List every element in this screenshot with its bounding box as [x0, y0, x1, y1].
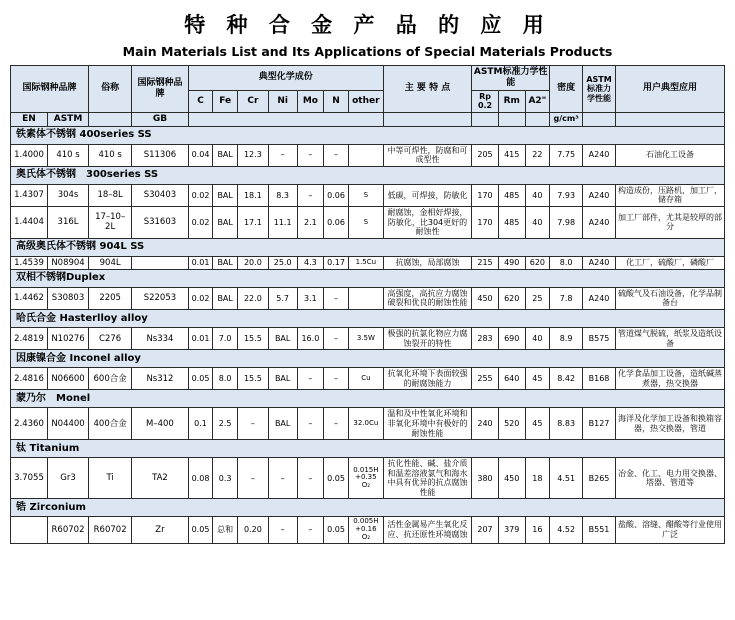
- cell-rp: 170: [472, 184, 499, 206]
- cell-mo: 3.1: [297, 287, 324, 309]
- table-row: [11, 287, 725, 309]
- cell-ni: 11.1: [268, 206, 297, 238]
- table-group-row: [11, 440, 725, 458]
- page-subtitle: Main Materials List and Its Applications of Special Materials Products: [122, 44, 613, 59]
- table-header-row-3: [11, 112, 725, 126]
- cell-mo: –: [297, 144, 324, 166]
- cell-n: 0.17: [324, 256, 349, 269]
- header-n: N: [324, 90, 349, 112]
- table-row: [11, 184, 725, 206]
- cell-n: –: [324, 368, 349, 390]
- cell-cr: 22.0: [237, 287, 268, 309]
- cell-astm-mech: B127: [583, 408, 616, 440]
- cell-other: [348, 287, 383, 309]
- cell-a2: 40: [525, 206, 550, 238]
- cell-ni: –: [268, 458, 297, 499]
- cell-fe: 2.5: [213, 408, 238, 440]
- cell-density: 7.93: [550, 184, 583, 206]
- cell-fe: BAL: [213, 287, 238, 309]
- cell-astm: N06600: [47, 368, 88, 390]
- cell-su: Ti: [89, 458, 132, 499]
- header-rp: Rp 0.2: [472, 90, 499, 112]
- cell-astm-mech: A240: [583, 206, 616, 238]
- cell-n: –: [324, 327, 349, 349]
- cell-other: 0.005H +0.16 O₂: [348, 517, 383, 543]
- cell-cr: –: [237, 458, 268, 499]
- cell-feature: 温和及中性氧化环境和非氧化环境中有极好的耐蚀性能: [383, 408, 471, 440]
- cell-a2: 16: [525, 517, 550, 543]
- header-other: other: [348, 90, 383, 112]
- table-body: [11, 126, 725, 543]
- cell-application: 管道煤气脱硫，纸浆及造纸设备: [615, 327, 724, 349]
- cell-astm: 304s: [47, 184, 88, 206]
- group-label: 哈氏合金 Hasterlloy alloy: [11, 309, 725, 327]
- table-row: [11, 408, 725, 440]
- cell-n: 0.06: [324, 206, 349, 238]
- table-group-row: [11, 166, 725, 184]
- cell-other: 32.0Cu: [348, 408, 383, 440]
- header-mech-blank: [583, 112, 616, 126]
- cell-feature: 抗氧化环境下表面较强的耐腐蚀能力: [383, 368, 471, 390]
- table-group-row: [11, 390, 725, 408]
- cell-su: R60702: [89, 517, 132, 543]
- cell-astm-mech: A240: [583, 144, 616, 166]
- header-rm: Rm: [498, 90, 525, 112]
- cell-a2: 40: [525, 184, 550, 206]
- cell-cr: 15.5: [237, 368, 268, 390]
- cell-n: 0.05: [324, 458, 349, 499]
- table-header-row-1: [11, 66, 725, 91]
- table-row: [11, 368, 725, 390]
- cell-astm-mech: B168: [583, 368, 616, 390]
- cell-other: S: [348, 184, 383, 206]
- cell-rm: 690: [498, 327, 525, 349]
- cell-ni: –: [268, 144, 297, 166]
- cell-density: 4.52: [550, 517, 583, 543]
- page-title: 特 种 合 金 产 品 的 应 用: [184, 13, 551, 37]
- cell-feature: 抗化性能、碱、盐介质和温差溶液氯气和海水中具有优异的抗点腐蚀性能: [383, 458, 471, 499]
- cell-rp: 215: [472, 256, 499, 269]
- group-label: 双相不锈钢Duplex: [11, 269, 725, 287]
- cell-en: [11, 517, 48, 543]
- cell-gb: S11306: [132, 144, 188, 166]
- header-c: C: [188, 90, 213, 112]
- cell-astm: N04400: [47, 408, 88, 440]
- cell-rm: 415: [498, 144, 525, 166]
- cell-fe: BAL: [213, 184, 238, 206]
- cell-a2: 45: [525, 368, 550, 390]
- cell-fe: BAL: [213, 256, 238, 269]
- cell-su: 904L: [89, 256, 132, 269]
- cell-mo: –: [297, 184, 324, 206]
- cell-su: 2205: [89, 287, 132, 309]
- cell-mo: –: [297, 368, 324, 390]
- cell-astm: 316L: [47, 206, 88, 238]
- cell-n: 0.06: [324, 184, 349, 206]
- cell-feature: 中等可焊性，防腐和可成型性: [383, 144, 471, 166]
- cell-mo: –: [297, 408, 324, 440]
- table-row: [11, 458, 725, 499]
- cell-astm: S30803: [47, 287, 88, 309]
- cell-density: 8.9: [550, 327, 583, 349]
- cell-n: –: [324, 408, 349, 440]
- header-a2: A2": [525, 90, 550, 112]
- materials-table: [10, 65, 725, 544]
- cell-n: 0.05: [324, 517, 349, 543]
- table-group-row: [11, 499, 725, 517]
- cell-gb: M–400: [132, 408, 188, 440]
- cell-application: 硫酸气及石油设备，化学品制备台: [615, 287, 724, 309]
- cell-density: 8.0: [550, 256, 583, 269]
- cell-mo: 4.3: [297, 256, 324, 269]
- cell-application: 冶金、化工、电力用交换器、塔器、管道等: [615, 458, 724, 499]
- cell-c: 0.05: [188, 368, 213, 390]
- cell-density: 7.75: [550, 144, 583, 166]
- header-mo: Mo: [297, 90, 324, 112]
- table-row: [11, 144, 725, 166]
- cell-other: 0.015H +0.35 O₂: [348, 458, 383, 499]
- cell-mo: –: [297, 517, 324, 543]
- table-row: [11, 517, 725, 543]
- group-label: 蒙乃尔 Monel: [11, 390, 725, 408]
- table-row: [11, 256, 725, 269]
- cell-astm: N10276: [47, 327, 88, 349]
- cell-application: 海洋及化学加工设备和换箱容器，热交换器，管道: [615, 408, 724, 440]
- cell-fe: BAL: [213, 206, 238, 238]
- header-cr: Cr: [237, 90, 268, 112]
- cell-astm: 410 s: [47, 144, 88, 166]
- cell-feature: 抗腐蚀，局部腐蚀: [383, 256, 471, 269]
- cell-feature: 高强度，高抗应力腐蚀破裂和优良的耐蚀性能: [383, 287, 471, 309]
- cell-gb: [132, 256, 188, 269]
- cell-density: 8.83: [550, 408, 583, 440]
- header-feature-blank: [383, 112, 471, 126]
- cell-rp: 380: [472, 458, 499, 499]
- cell-su: 400合金: [89, 408, 132, 440]
- header-application: 用户典型应用: [615, 66, 724, 113]
- table-row: [11, 327, 725, 349]
- cell-mo: 16.0: [297, 327, 324, 349]
- cell-a2: 18: [525, 458, 550, 499]
- cell-rm: 379: [498, 517, 525, 543]
- cell-gb: Ns312: [132, 368, 188, 390]
- cell-density: 8.42: [550, 368, 583, 390]
- cell-other: [348, 144, 383, 166]
- table-group-row: [11, 309, 725, 327]
- header-feature: 主 要 特 点: [383, 66, 471, 113]
- cell-astm-mech: B265: [583, 458, 616, 499]
- cell-cr: 15.5: [237, 327, 268, 349]
- header-su: 俗称: [89, 66, 132, 113]
- cell-fe: 7.0: [213, 327, 238, 349]
- cell-gb: TA2: [132, 458, 188, 499]
- cell-cr: –: [237, 408, 268, 440]
- cell-feature: 耐腐蚀，金相好焊接，防敏化，比304更好的耐蚀性: [383, 206, 471, 238]
- cell-cr: 12.3: [237, 144, 268, 166]
- cell-astm-mech: A240: [583, 184, 616, 206]
- cell-rm: 640: [498, 368, 525, 390]
- cell-en: 1.4307: [11, 184, 48, 206]
- cell-astm-mech: B551: [583, 517, 616, 543]
- cell-su: 17–10–2L: [89, 206, 132, 238]
- cell-cr: 20.0: [237, 256, 268, 269]
- cell-fe: BAL: [213, 144, 238, 166]
- cell-rm: 490: [498, 256, 525, 269]
- cell-su: 410 s: [89, 144, 132, 166]
- cell-rp: 240: [472, 408, 499, 440]
- header-chem-blank: [188, 112, 383, 126]
- header-chem: 典型化学成份: [188, 66, 383, 91]
- cell-rm: 485: [498, 206, 525, 238]
- cell-gb: Zr: [132, 517, 188, 543]
- group-label: 因康镍合金 Inconel alloy: [11, 350, 725, 368]
- cell-en: 1.4462: [11, 287, 48, 309]
- cell-rm: 485: [498, 184, 525, 206]
- cell-astm-mech: B575: [583, 327, 616, 349]
- table-group-row: [11, 126, 725, 144]
- cell-gb: Ns334: [132, 327, 188, 349]
- cell-astm-mech: A240: [583, 256, 616, 269]
- table-group-row: [11, 238, 725, 256]
- group-label: 钛 Titanium: [11, 440, 725, 458]
- table-group-row: [11, 269, 725, 287]
- group-label: 铁素体不锈钢 400series SS: [11, 126, 725, 144]
- cell-su: C276: [89, 327, 132, 349]
- cell-ni: BAL: [268, 327, 297, 349]
- cell-en: 2.4819: [11, 327, 48, 349]
- group-label: 奥氏体不锈钢 300series SS: [11, 166, 725, 184]
- cell-feature: 极强的抗氯化物应力腐蚀裂开的特性: [383, 327, 471, 349]
- header-intl-brand: 国际钢种品牌: [11, 66, 89, 113]
- cell-ni: 5.7: [268, 287, 297, 309]
- header-en: EN: [11, 112, 48, 126]
- cell-en: 1.4404: [11, 206, 48, 238]
- cell-cr: 17.1: [237, 206, 268, 238]
- cell-application: 加工厂部件，尤其是较厚的部分: [615, 206, 724, 238]
- cell-n: –: [324, 287, 349, 309]
- cell-rm: 620: [498, 287, 525, 309]
- cell-astm: Gr3: [47, 458, 88, 499]
- cell-cr: 18.1: [237, 184, 268, 206]
- cell-a2: 40: [525, 327, 550, 349]
- cell-a2: 45: [525, 408, 550, 440]
- cell-ni: 25.0: [268, 256, 297, 269]
- cell-other: 1.5Cu: [348, 256, 383, 269]
- header-gb: GB: [132, 112, 188, 126]
- cell-c: 0.01: [188, 327, 213, 349]
- cell-other: 3.5W: [348, 327, 383, 349]
- header-rm-blank: [498, 112, 525, 126]
- cell-application: 构造成份，压路机，加工厂，储存箱: [615, 184, 724, 206]
- cell-gb: S31603: [132, 206, 188, 238]
- header-astm-mech: ASTM标准力学性能: [583, 66, 616, 113]
- cell-c: 0.01: [188, 256, 213, 269]
- cell-rp: 255: [472, 368, 499, 390]
- cell-n: –: [324, 144, 349, 166]
- cell-mo: 2.1: [297, 206, 324, 238]
- cell-density: 4.51: [550, 458, 583, 499]
- cell-fe: 0.3: [213, 458, 238, 499]
- cell-a2: 620: [525, 256, 550, 269]
- cell-en: 2.4360: [11, 408, 48, 440]
- cell-a2: 25: [525, 287, 550, 309]
- cell-mo: –: [297, 458, 324, 499]
- header-rp-blank: [472, 112, 499, 126]
- header-ni: Ni: [268, 90, 297, 112]
- cell-feature: 活性金属易产生氧化反应、抗还原性环境腐蚀: [383, 517, 471, 543]
- cell-rp: 450: [472, 287, 499, 309]
- cell-su: 18–8L: [89, 184, 132, 206]
- header-a2-blank: [525, 112, 550, 126]
- cell-gb: S30403: [132, 184, 188, 206]
- cell-su: 600合金: [89, 368, 132, 390]
- cell-a2: 22: [525, 144, 550, 166]
- cell-application: 盐酸、溶缝、醋酸等行业使用广泛: [615, 517, 724, 543]
- cell-other: Cu: [348, 368, 383, 390]
- cell-c: 0.1: [188, 408, 213, 440]
- cell-rp: 207: [472, 517, 499, 543]
- header-density: 密度: [550, 66, 583, 113]
- cell-rp: 283: [472, 327, 499, 349]
- cell-fe: 8.0: [213, 368, 238, 390]
- cell-rp: 170: [472, 206, 499, 238]
- cell-ni: BAL: [268, 368, 297, 390]
- header-app-blank: [615, 112, 724, 126]
- cell-c: 0.02: [188, 287, 213, 309]
- cell-ni: 8.3: [268, 184, 297, 206]
- header-su-blank: [89, 112, 132, 126]
- table-row: [11, 206, 725, 238]
- table-group-row: [11, 350, 725, 368]
- cell-c: 0.04: [188, 144, 213, 166]
- cell-en: 1.4000: [11, 144, 48, 166]
- cell-application: 化学食品加工设备，造纸碱蒸煮器，热交换器: [615, 368, 724, 390]
- cell-feature: 低碳，可焊接，防敏化: [383, 184, 471, 206]
- cell-c: 0.05: [188, 517, 213, 543]
- cell-cr: 0.20: [237, 517, 268, 543]
- group-label: 锆 Zirconium: [11, 499, 725, 517]
- cell-en: 1.4539: [11, 256, 48, 269]
- cell-gb: S22053: [132, 287, 188, 309]
- cell-astm-mech: A240: [583, 287, 616, 309]
- cell-astm: N08904: [47, 256, 88, 269]
- cell-rm: 450: [498, 458, 525, 499]
- cell-fe: 总和: [213, 517, 238, 543]
- header-fe: Fe: [213, 90, 238, 112]
- cell-rp: 205: [472, 144, 499, 166]
- cell-en: 2.4816: [11, 368, 48, 390]
- header-astm-sub: ASTM: [47, 112, 88, 126]
- cell-c: 0.08: [188, 458, 213, 499]
- group-label: 高级奥氏体不锈钢 904L SS: [11, 238, 725, 256]
- cell-ni: BAL: [268, 408, 297, 440]
- cell-en: 3.7055: [11, 458, 48, 499]
- cell-c: 0.02: [188, 206, 213, 238]
- cell-ni: –: [268, 517, 297, 543]
- cell-rm: 520: [498, 408, 525, 440]
- cell-c: 0.02: [188, 184, 213, 206]
- cell-application: 化工厂，硫酸厂，磷酸厂: [615, 256, 724, 269]
- cell-astm: R60702: [47, 517, 88, 543]
- cell-density: 7.8: [550, 287, 583, 309]
- header-astm: ASTM标准力学性能: [472, 66, 550, 91]
- cell-application: 石油化工设备: [615, 144, 724, 166]
- cell-density: 7.98: [550, 206, 583, 238]
- header-density-unit: g/cm³: [550, 112, 583, 126]
- header-intl-brand2: 国际钢种品牌: [132, 66, 188, 113]
- cell-other: S: [348, 206, 383, 238]
